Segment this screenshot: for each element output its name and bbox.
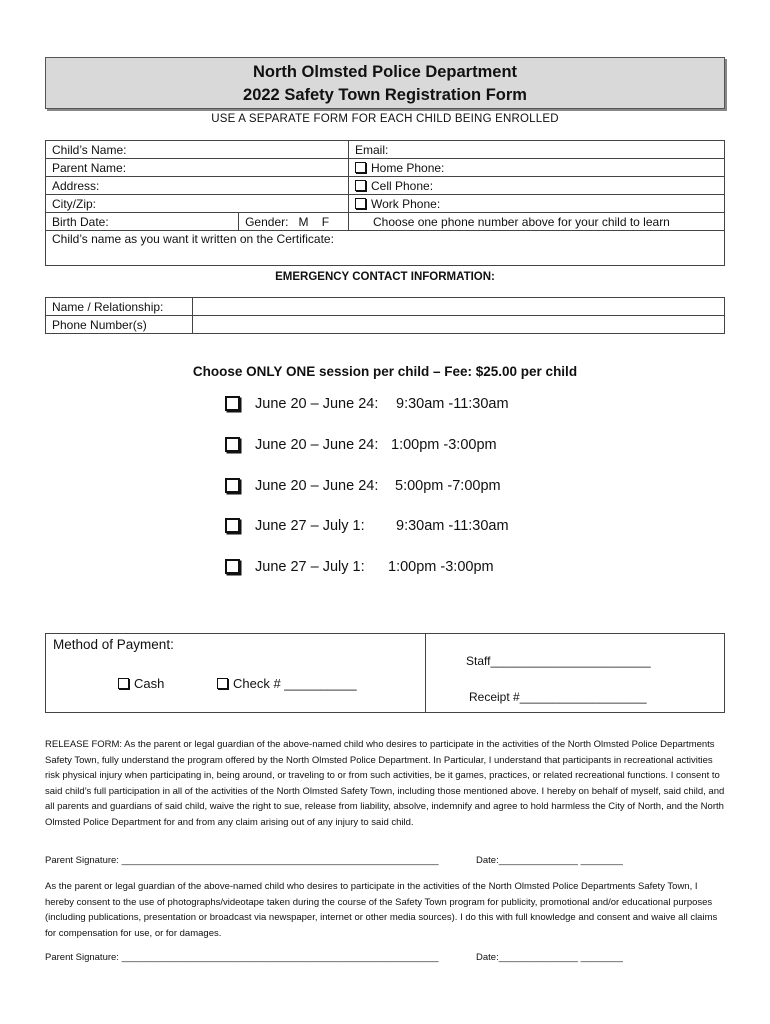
session-checkbox[interactable] [225,518,240,533]
gender-label: Gender: M F [245,214,330,229]
phone-numbers-field[interactable] [193,316,725,334]
cell-phone-label: Cell Phone: [371,178,434,193]
staff-field[interactable]: Staff________________________ [466,654,651,668]
name-relationship-label: Name / Relationship: [46,298,193,316]
home-phone-label: Home Phone: [371,160,445,175]
home-phone-field[interactable] [349,159,725,177]
session-checkbox[interactable] [225,478,240,493]
session-time: 5:00pm -7:00pm [395,478,501,494]
check-option[interactable] [217,676,357,691]
email-label: Email: [355,142,389,157]
form-title-box [45,57,725,109]
form-instruction: USE A SEPARATE FORM FOR EACH CHILD BEING ENROLLED [211,113,559,125]
phone-numbers-label: Phone Number(s) [46,316,193,334]
release-form-text: RELEASE FORM: As the parent or legal guardian of the above-named child who desires to participate in the activities of the North Olmsted Police Departments Safety Town, fully understand the program offered by the North Olmsted Police Department. In Particular, I understand that participants in recreational activities risk physical injury when participating in, being around, or traveling to or from such activities, be it games, practices, or related recreational functions. I consent to said child’s full participation in all of the activities of the North Olmsted Safety Town, including those mentioned above. I hereby on behalf of myself, said child, and all parents and guardians of said child, waive the right to sue, release from liability, absolve, indemnify and agree to hold harmless the City of North, and the North Olmsted Police Department for and from any claim arising out of any injury to said child. [45,739,725,828]
cash-option[interactable] [118,676,164,691]
payment-box [45,633,725,713]
certificate-name-label: Child’s name as you want it written on the Certificate: [52,232,334,246]
session-option[interactable] [225,396,509,416]
session-date: June 27 – July 1: [255,518,365,534]
city-zip-field[interactable] [46,195,349,213]
session-fee-heading: Choose ONLY ONE session per child – Fee: $25.00 per child [192,364,578,379]
childs-name-label: Child’s Name: [52,142,127,157]
release-parent-signature-field[interactable]: Parent Signature: ____________________________________________________________ [45,855,439,866]
consent-date-field[interactable]: Date:_______________ ________ [476,952,623,963]
birth-date-field[interactable] [46,213,239,231]
cell-phone-field[interactable] [349,177,725,195]
emergency-contact-heading: EMERGENCY CONTACT INFORMATION: [275,271,495,283]
parent-name-field[interactable] [46,159,349,177]
session-checkbox[interactable] [225,396,240,411]
session-time: 1:00pm -3:00pm [391,437,497,453]
check-checkbox[interactable] [217,678,228,689]
session-time: 9:30am -11:30am [396,396,509,412]
emergency-contact-table [45,297,725,334]
session-option[interactable] [225,478,501,498]
release-date-field[interactable]: Date:_______________ ________ [476,855,623,866]
payment-method-label: Method of Payment: [53,637,174,652]
address-field[interactable] [46,177,349,195]
session-date: June 20 – June 24: [255,478,379,494]
work-phone-field[interactable] [349,195,725,213]
work-phone-label: Work Phone: [371,196,441,211]
work-phone-checkbox[interactable] [355,198,366,209]
check-label: Check # __________ [233,676,357,691]
email-field[interactable] [349,141,725,159]
session-date: June 27 – July 1: [255,559,365,575]
city-zip-label: City/Zip: [52,196,97,211]
session-option[interactable] [225,437,497,457]
payment-divider [425,634,426,712]
cash-label: Cash [134,676,165,691]
form-title: 2022 Safety Town Registration Form [243,86,527,104]
parent-name-label: Parent Name: [52,160,127,175]
birth-date-label: Birth Date: [52,214,109,229]
session-date: June 20 – June 24: [255,396,379,412]
cash-checkbox[interactable] [118,678,129,689]
session-date: June 20 – June 24: [255,437,379,453]
childs-name-field[interactable] [46,141,349,159]
department-title: North Olmsted Police Department [252,63,518,81]
name-relationship-field[interactable] [193,298,725,316]
certificate-name-field[interactable] [46,231,725,266]
child-info-table [45,140,725,266]
session-checkbox[interactable] [225,559,240,574]
session-checkbox[interactable] [225,437,240,452]
photo-consent-text: As the parent or legal guardian of the above-named child who desires to participate in the activities of the North Olmsted Police Departments Safety Town, I hereby consent to the use of photographs/videotape taken during the course of the Safety Town program for publicity, promotional and/or educational purposes (including publications, presentation or broadcast via newspaper, internet or other media sources). I do this with full knowledge and consent and waive all claims for compensation for use, or for damages. [45,881,718,939]
consent-parent-signature-field[interactable]: Parent Signature: ____________________________________________________________ [45,952,439,963]
home-phone-checkbox[interactable] [355,162,366,173]
address-label: Address: [52,178,100,193]
gender-field[interactable] [239,213,349,231]
cell-phone-checkbox[interactable] [355,180,366,191]
session-option[interactable] [225,518,509,538]
session-time: 9:30am -11:30am [396,518,509,534]
session-option[interactable] [225,559,494,579]
receipt-field[interactable]: Receipt #___________________ [469,690,647,704]
session-time: 1:00pm -3:00pm [388,559,494,575]
phone-note [349,213,725,231]
phone-note-text: Choose one phone number above for your child to learn [373,214,670,229]
